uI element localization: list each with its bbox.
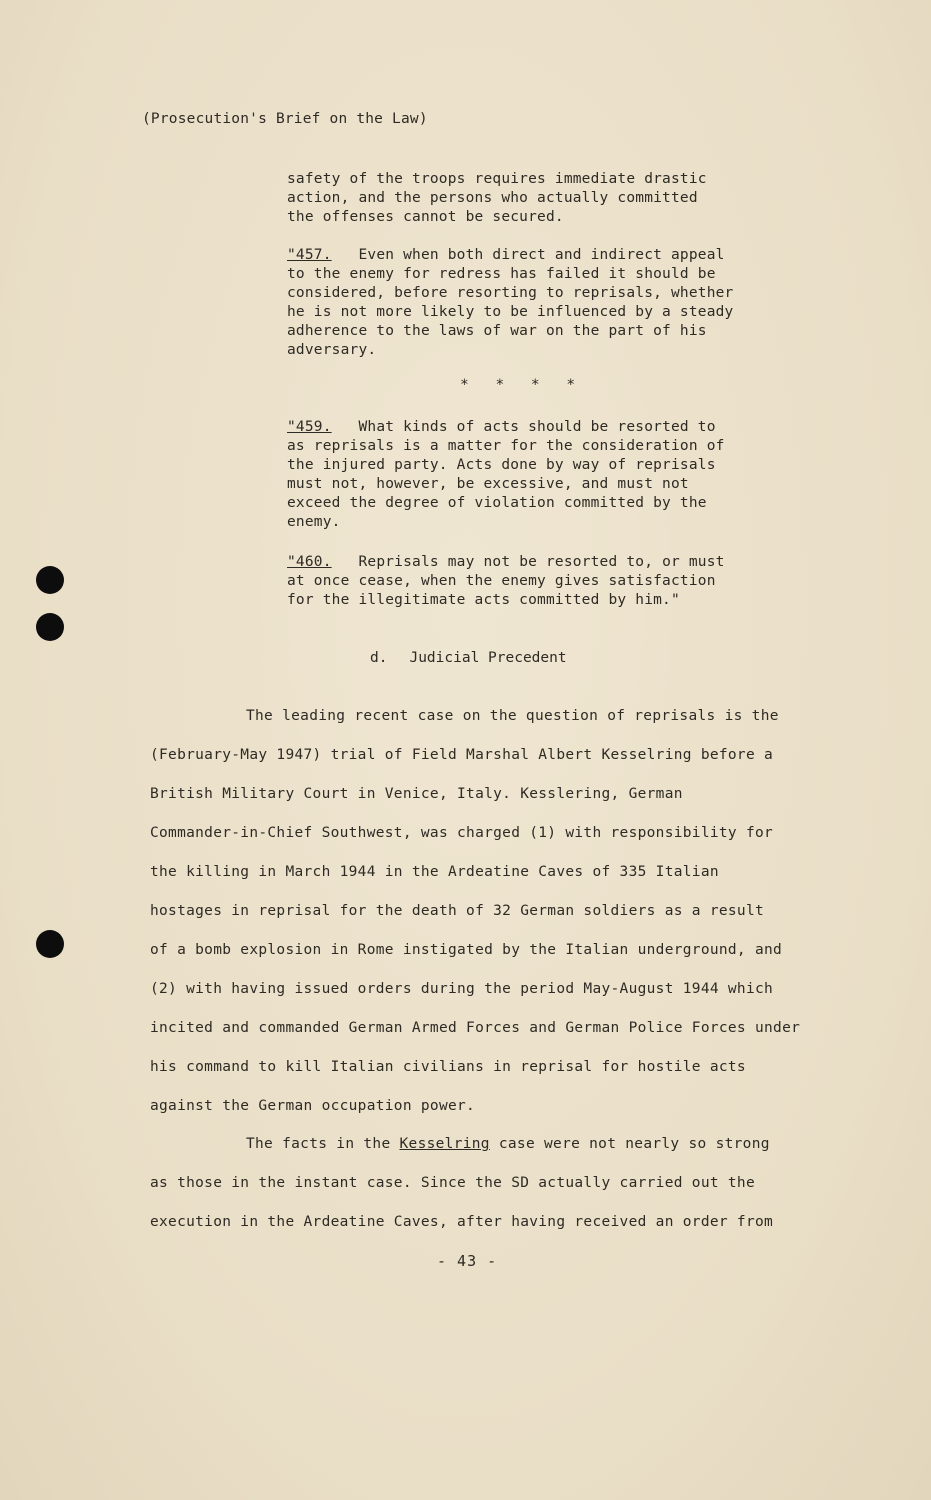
- paragraph-number: "457.: [287, 247, 332, 263]
- text-line: enemy.: [287, 514, 341, 530]
- text-line: as those in the instant case. Since the SD actually carried out the: [150, 1175, 755, 1191]
- text-line: against the German occupation power.: [150, 1098, 476, 1114]
- text-line: British Military Court in Venice, Italy. Kesslering, German: [150, 786, 683, 802]
- text-line: Commander-in-Chief Southwest, was charged (1) with responsibility for: [150, 825, 774, 841]
- binder-hole: [36, 613, 64, 641]
- text-line: execution in the Ardeatine Caves, after having received an order from: [150, 1214, 774, 1230]
- section-number: d.: [370, 650, 388, 666]
- text-line: as reprisals is a matter for the consideration of: [287, 438, 725, 454]
- text-line: adversary.: [287, 342, 377, 358]
- body-paragraph-1: [150, 697, 850, 1126]
- paragraph-number: "460.: [287, 554, 332, 570]
- binder-hole: [36, 566, 64, 594]
- text-line: Reprisals may not be resorted to, or must: [358, 554, 725, 570]
- text-line: incited and commanded German Armed Forces and German Police Forces under: [150, 1020, 801, 1036]
- text-line: (2) with having issued orders during the period May-August 1944 which: [150, 981, 774, 997]
- case-name: Kesselring: [399, 1136, 490, 1152]
- text-line: (February-May 1947) trial of Field Marshal Albert Kesselring before a: [150, 747, 774, 763]
- text-line: his command to kill Italian civilians in reprisal for hostile acts: [150, 1059, 746, 1075]
- body-paragraph-2: [150, 1125, 850, 1242]
- section-heading: [370, 650, 567, 666]
- quote-paragraph-460: [287, 553, 787, 610]
- text-line: the offenses cannot be secured.: [287, 209, 564, 225]
- text-line: adherence to the laws of war on the part of his: [287, 323, 707, 339]
- text-line: action, and the persons who actually committed: [287, 190, 698, 206]
- text-line: of a bomb explosion in Rome instigated by the Italian underground, and: [150, 942, 783, 958]
- text-line: to the enemy for redress has failed it should be: [287, 266, 716, 282]
- binder-hole: [36, 930, 64, 958]
- text-line: at once cease, when the enemy gives satisfaction: [287, 573, 716, 589]
- quote-intro-paragraph: [287, 170, 787, 227]
- text-line: The leading recent case on the question of reprisals is the: [246, 708, 779, 724]
- paragraph-number: "459.: [287, 419, 332, 435]
- text-line: for the illegitimate acts committed by him.": [287, 592, 680, 608]
- text-line: the killing in March 1944 in the Ardeatine Caves of 335 Italian: [150, 864, 719, 880]
- text-line: must not, however, be excessive, and must not: [287, 476, 689, 492]
- running-head: (Prosecution's Brief on the Law): [142, 111, 428, 127]
- text-line: What kinds of acts should be resorted to: [358, 419, 716, 435]
- text-line: he is not more likely to be influenced by a steady: [287, 304, 734, 320]
- text-line: the injured party. Acts done by way of reprisals: [287, 457, 716, 473]
- text-line: Even when both direct and indirect appeal: [358, 247, 725, 263]
- text-line: considered, before resorting to reprisals, whether: [287, 285, 734, 301]
- text-segment: case were not nearly so strong: [489, 1136, 770, 1152]
- text-line: hostages in reprisal for the death of 32 German soldiers as a result: [150, 903, 765, 919]
- page-number: - 43 -: [437, 1252, 498, 1270]
- text-segment: The facts in the: [246, 1136, 400, 1152]
- text-line: safety of the troops requires immediate drastic: [287, 171, 707, 187]
- section-title: Judicial Precedent: [409, 650, 567, 666]
- section-separator: * * * *: [460, 377, 585, 393]
- quote-paragraph-457: [287, 246, 787, 360]
- text-line: exceed the degree of violation committed by the: [287, 495, 707, 511]
- quote-paragraph-459: [287, 418, 787, 532]
